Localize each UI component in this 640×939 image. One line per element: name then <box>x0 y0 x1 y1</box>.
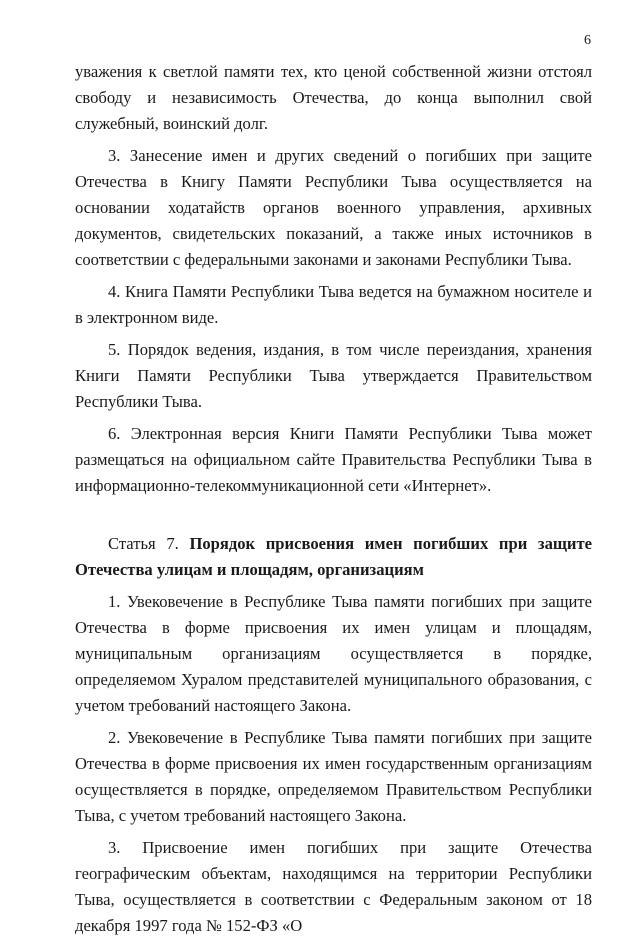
article-7-title: Порядок присвоения имен погибших при защите Отечества улицам и площадям, организациям <box>75 534 592 579</box>
paragraph-item-4: 4. Книга Памяти Республики Тыва ведется на бумажном носителе и в электронном виде. <box>75 282 592 327</box>
article-7-prefix: Статья 7. <box>108 534 190 553</box>
document-body <box>75 59 592 939</box>
page-number: 6 <box>584 33 591 48</box>
article-7-item-1: 1. Увековечение в Республике Тыва памяти погибших при защите Отечества в форме присвоения их имен улицам и площадям, муниципальным организациям осуществляется в порядке, определяемом Хуралом представителей муниципального образования, с учетом требований настоящего Закона. <box>75 592 592 715</box>
paragraph-item-3: 3. Занесение имен и других сведений о погибших при защите Отечества в Книгу Памяти Республики Тыва осуществляется на основании ходатайств органов военного управления, архивных документов, свидетельских показаний, а также иных источников в соответствии с федеральными законами и законами Республики Тыва. <box>75 146 592 269</box>
paragraph-continuation: уважения к светлой памяти тех, кто ценой собственной жизни отстоял свободу и независимость Отечества, до конца выполнил свой служебный, воинский долг. <box>75 62 592 133</box>
paragraph-item-6: 6. Электронная версия Книги Памяти Республики Тыва может размещаться на официальном сайте Правительства Республики Тыва в информационно-телекоммуникационной сети «Интернет». <box>75 424 592 495</box>
paragraph-item-5: 5. Порядок ведения, издания, в том числе переиздания, хранения Книги Памяти Республики Тыва утверждается Правительством Республики Тыва. <box>75 340 592 411</box>
article-7-item-3: 3. Присвоение имен погибших при защите Отечества географическим объектам, находящимся на территории Республики Тыва, осуществляется в соответствии с Федеральным законом от 18 декабря 1997 года № 152-ФЗ «О <box>75 838 592 935</box>
article-7-heading <box>75 531 592 583</box>
article-7-item-2: 2. Увековечение в Республике Тыва памяти погибших при защите Отечества в форме присвоения их имен государственным организациям осуществляется в порядке, определяемом Правительством Республики Тыва, с учетом требований настоящего Закона. <box>75 728 592 825</box>
